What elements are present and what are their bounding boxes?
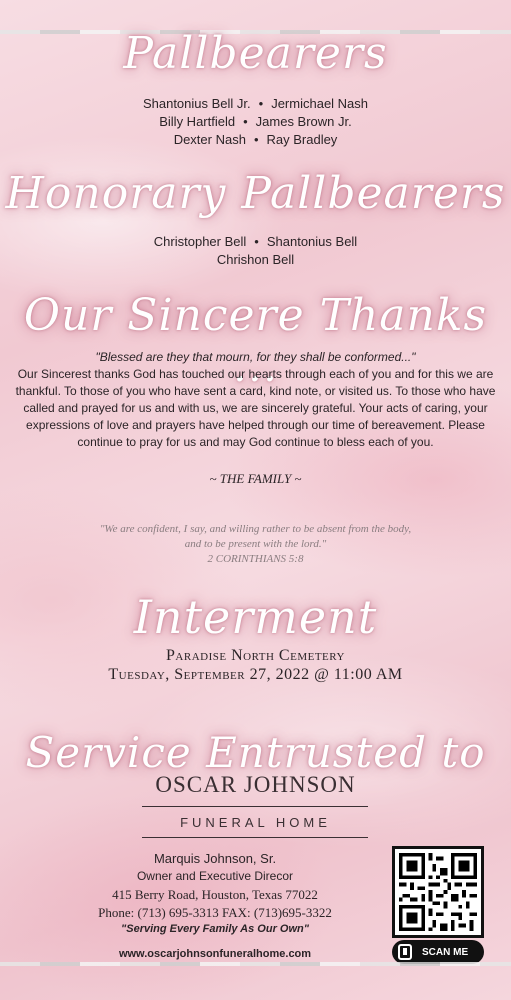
phone-icon — [398, 944, 412, 960]
pallbearer-name: Ray Bradley — [266, 132, 338, 147]
pallbearers-row — [0, 113, 511, 131]
interment-heading: Interment — [133, 590, 378, 644]
pallbearers-row — [0, 131, 511, 149]
service-heading: Service Entrusted to — [25, 728, 486, 777]
bottom-border — [0, 962, 511, 966]
website-link[interactable]: www.oscarjohnsonfuneralhome.com — [118, 948, 312, 960]
logo-rule-bottom — [142, 837, 368, 838]
honorary-name: Shantonius Bell — [266, 234, 358, 249]
pallbearer-name: Jermichael Nash — [271, 96, 369, 111]
company-logo-subtitle: FUNERAL HOME — [180, 815, 331, 830]
verse-line-2: and to be present with the lord." — [184, 538, 327, 550]
verse-line-1: "We are confident, I say, and willing rather to be absent from the body, — [99, 523, 412, 535]
scan-me-label: SCAN ME — [422, 946, 469, 958]
honorary-heading: Honorary Pallbearers — [5, 168, 506, 219]
separator-dot: • — [254, 234, 259, 249]
pallbearers-list — [0, 95, 511, 149]
pallbearer-name: Billy Hartfield — [159, 114, 236, 129]
thanks-quote: "Blessed are they that mourn, for they shall be conformed..." — [95, 350, 416, 364]
separator-dot: • — [253, 132, 259, 147]
contact-title: Owner and Executive Direcor — [136, 869, 294, 883]
honorary-list — [0, 233, 511, 269]
qr-code-icon[interactable] — [392, 846, 484, 938]
separator-dot: • — [258, 96, 264, 111]
scan-me-button[interactable] — [392, 940, 484, 964]
honorary-name: Christopher Bell — [153, 234, 247, 249]
honorary-name: Chrishon Bell — [216, 252, 295, 267]
pallbearers-heading: Pallbearers — [123, 28, 388, 79]
pallbearer-name: Shantonius Bell Jr. — [142, 96, 251, 111]
qr-code-graphic — [399, 853, 477, 931]
interment-location: Paradise North Cemetery — [166, 647, 345, 664]
logo-rule-top — [142, 806, 368, 807]
separator-dot: • — [243, 114, 248, 129]
contact-slogan: "Serving Every Family As Our Own" — [121, 923, 309, 935]
pallbearer-name: James Brown Jr. — [255, 114, 352, 129]
verse-reference: 2 CORINTHIANS 5:8 — [207, 553, 304, 565]
contact-phone: Phone: (713) 695-3313 FAX: (713)695-3322 — [98, 905, 332, 920]
company-logo-name: OSCAR JOHNSON — [155, 772, 356, 797]
family-signoff: ~ THE FAMILY ~ — [209, 471, 302, 486]
thanks-body: Our Sincerest thanks God has touched our hearts through each of you and for this we are thankful. To those of you who have sent a card, kind note, or visited us. To those who have called and prayed for us and with us, we are sincerely grateful. Your acts of caring, your expressions of love and prayers have helped through our time of bereavement. Please continue to pray for us and may God continue to bless each of you. — [15, 367, 496, 449]
contact-name: Marquis Johnson, Sr. — [153, 851, 277, 866]
thanks-heading: Our Sincere Thanks ... — [23, 290, 488, 392]
honorary-row — [0, 233, 511, 251]
honorary-row — [0, 251, 511, 269]
contact-address: 415 Berry Road, Houston, Texas 77022 — [112, 887, 318, 902]
pallbearers-row — [0, 95, 511, 113]
pallbearer-name: Dexter Nash — [173, 132, 246, 147]
interment-datetime: Tuesday, September 27, 2022 @ 11:00 AM — [108, 666, 403, 683]
